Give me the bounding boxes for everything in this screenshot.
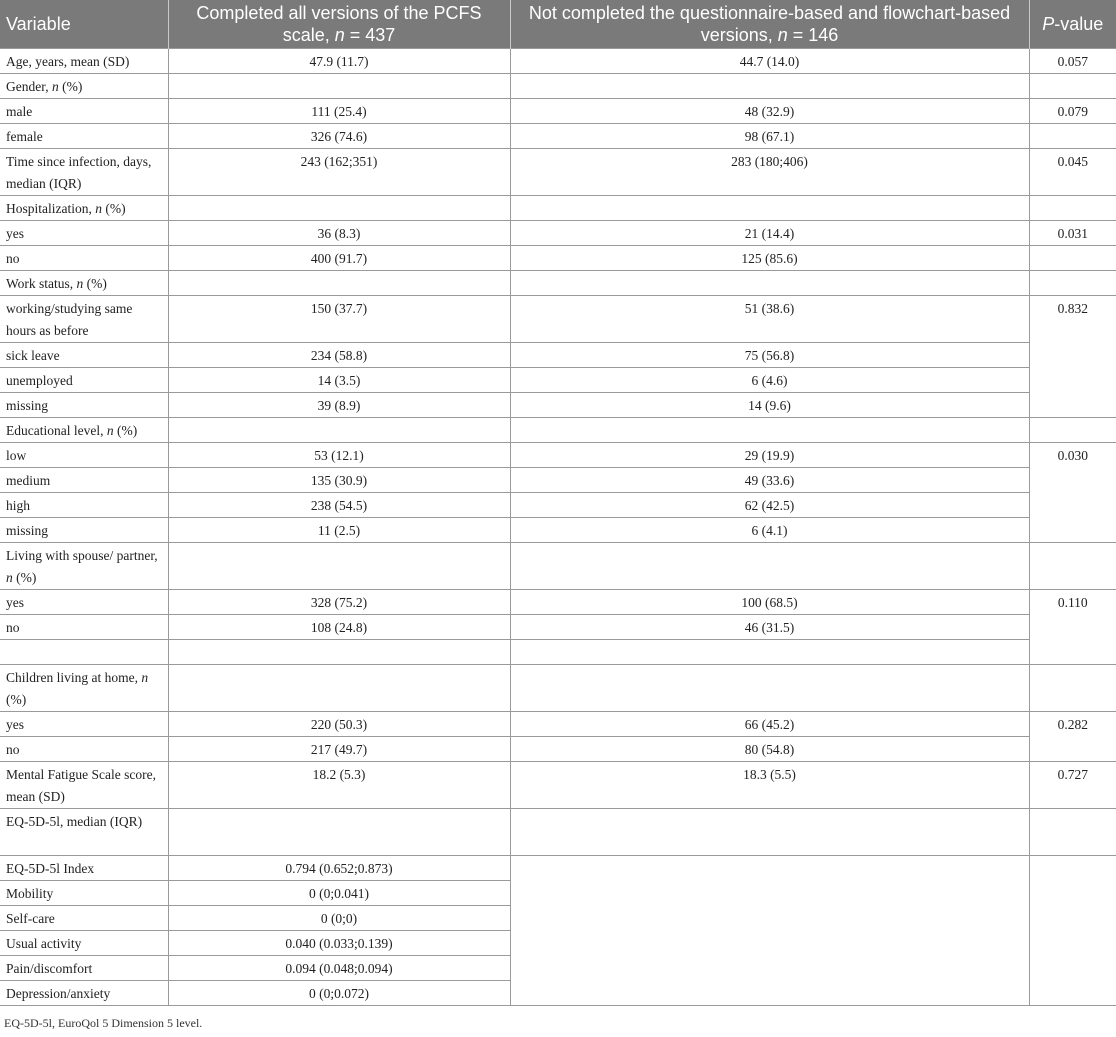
header-variable: Variable xyxy=(0,0,168,49)
table-row xyxy=(0,762,1116,809)
row-label: Time since infection, days, median (IQR) xyxy=(0,149,168,196)
table-row xyxy=(0,615,1116,640)
completed-value: 238 (54.5) xyxy=(168,493,510,518)
row-label: missing xyxy=(0,393,168,418)
empty-cell xyxy=(510,74,1029,99)
p-value: 0.282 xyxy=(1029,712,1116,762)
completed-value: 47.9 (11.7) xyxy=(168,49,510,74)
completed-value: 36 (8.3) xyxy=(168,221,510,246)
empty-cell xyxy=(1029,246,1116,271)
row-label: no xyxy=(0,246,168,271)
table-row xyxy=(0,712,1116,737)
empty-cell xyxy=(168,418,510,443)
not-completed-value: 75 (56.8) xyxy=(510,343,1029,368)
row-label: Hospitalization, n (%) xyxy=(0,196,168,221)
row-label: Mental Fatigue Scale score, mean (SD) xyxy=(0,762,168,809)
row-label: EQ-5D-5l, median (IQR) xyxy=(0,809,168,856)
completed-value: 0.094 (0.048;0.094) xyxy=(168,956,510,981)
completed-value: 0 (0;0) xyxy=(168,906,510,931)
row-label: Depression/anxiety xyxy=(0,981,168,1006)
completed-value: 150 (37.7) xyxy=(168,296,510,343)
p-value: 0.110 xyxy=(1029,590,1116,665)
row-label: male xyxy=(0,99,168,124)
completed-value: 220 (50.3) xyxy=(168,712,510,737)
table-row xyxy=(0,856,1116,881)
table-row xyxy=(0,443,1116,468)
not-completed-value: 44.7 (14.0) xyxy=(510,49,1029,74)
empty-cell xyxy=(510,271,1029,296)
empty-cell xyxy=(1029,196,1116,221)
header-row xyxy=(0,0,1116,49)
empty-cell xyxy=(1029,665,1116,712)
empty-cell xyxy=(1029,809,1116,856)
row-label: no xyxy=(0,737,168,762)
completed-value: 0.794 (0.652;0.873) xyxy=(168,856,510,881)
p-value: 0.079 xyxy=(1029,99,1116,124)
table-row xyxy=(0,149,1116,196)
header-completed: Completed all versions of the PCFS scale, n = 437 xyxy=(168,0,510,49)
row-label: Work status, n (%) xyxy=(0,271,168,296)
not-completed-value: 29 (19.9) xyxy=(510,443,1029,468)
p-value: 0.030 xyxy=(1029,443,1116,543)
empty-cell xyxy=(1029,271,1116,296)
empty-cell xyxy=(1029,124,1116,149)
table-row xyxy=(0,296,1116,343)
not-completed-value: 49 (33.6) xyxy=(510,468,1029,493)
completed-value: 328 (75.2) xyxy=(168,590,510,615)
row-label: Pain/discomfort xyxy=(0,956,168,981)
empty-cell xyxy=(510,640,1029,665)
not-completed-value: 80 (54.8) xyxy=(510,737,1029,762)
completed-value: 135 (30.9) xyxy=(168,468,510,493)
row-label: Age, years, mean (SD) xyxy=(0,49,168,74)
p-value: 0.045 xyxy=(1029,149,1116,196)
empty-cell xyxy=(510,196,1029,221)
completed-value: 326 (74.6) xyxy=(168,124,510,149)
empty-cell xyxy=(168,665,510,712)
empty-cell xyxy=(168,640,510,665)
completed-value: 108 (24.8) xyxy=(168,615,510,640)
table-row xyxy=(0,590,1116,615)
empty-cell xyxy=(510,809,1029,856)
empty-cell xyxy=(168,74,510,99)
row-label xyxy=(0,640,168,665)
completed-value: 217 (49.7) xyxy=(168,737,510,762)
row-label: working/studying same hours as before xyxy=(0,296,168,343)
not-completed-value: 125 (85.6) xyxy=(510,246,1029,271)
table-row xyxy=(0,393,1116,418)
row-label: Mobility xyxy=(0,881,168,906)
row-label: Educational level, n (%) xyxy=(0,418,168,443)
empty-cell xyxy=(168,809,510,856)
empty-cell xyxy=(510,665,1029,712)
empty-cell xyxy=(1029,856,1116,1006)
empty-cell xyxy=(168,196,510,221)
row-label: yes xyxy=(0,221,168,246)
not-completed-value: 66 (45.2) xyxy=(510,712,1029,737)
row-label: Usual activity xyxy=(0,931,168,956)
table-row xyxy=(0,196,1116,221)
not-completed-value: 18.3 (5.5) xyxy=(510,762,1029,809)
table-row xyxy=(0,271,1116,296)
completed-value: 0 (0;0.072) xyxy=(168,981,510,1006)
row-label: unemployed xyxy=(0,368,168,393)
table-row xyxy=(0,809,1116,856)
table-row xyxy=(0,74,1116,99)
table-row xyxy=(0,343,1116,368)
row-label: EQ-5D-5l Index xyxy=(0,856,168,881)
table-row xyxy=(0,99,1116,124)
row-label: low xyxy=(0,443,168,468)
not-completed-value: 62 (42.5) xyxy=(510,493,1029,518)
table-row xyxy=(0,493,1116,518)
row-label: Self-care xyxy=(0,906,168,931)
not-completed-value: 51 (38.6) xyxy=(510,296,1029,343)
not-completed-value: 283 (180;406) xyxy=(510,149,1029,196)
completed-value: 400 (91.7) xyxy=(168,246,510,271)
not-completed-value: 14 (9.6) xyxy=(510,393,1029,418)
table-row xyxy=(0,246,1116,271)
header-pvalue: P-value xyxy=(1029,0,1116,49)
not-completed-value: 21 (14.4) xyxy=(510,221,1029,246)
row-label: sick leave xyxy=(0,343,168,368)
not-completed-value: 46 (31.5) xyxy=(510,615,1029,640)
not-completed-value: 6 (4.6) xyxy=(510,368,1029,393)
empty-cell xyxy=(510,543,1029,590)
not-completed-value: 6 (4.1) xyxy=(510,518,1029,543)
completed-value: 18.2 (5.3) xyxy=(168,762,510,809)
empty-cell xyxy=(510,418,1029,443)
empty-cell xyxy=(1029,418,1116,443)
not-completed-value: 98 (67.1) xyxy=(510,124,1029,149)
table-row xyxy=(0,665,1116,712)
row-label: Living with spouse/ partner, n (%) xyxy=(0,543,168,590)
empty-cell xyxy=(168,543,510,590)
table-row xyxy=(0,543,1116,590)
row-label: high xyxy=(0,493,168,518)
empty-cell xyxy=(1029,74,1116,99)
table-row xyxy=(0,468,1116,493)
row-label: yes xyxy=(0,590,168,615)
empty-cell xyxy=(168,271,510,296)
not-completed-value: 48 (32.9) xyxy=(510,99,1029,124)
row-label: no xyxy=(0,615,168,640)
header-not-completed: Not completed the questionnaire-based and flowchart-based versions, n = 146 xyxy=(510,0,1029,49)
table-row xyxy=(0,221,1116,246)
table-row xyxy=(0,640,1116,665)
table-row xyxy=(0,124,1116,149)
empty-cell xyxy=(1029,543,1116,590)
row-label: Gender, n (%) xyxy=(0,74,168,99)
completed-value: 0 (0;0.041) xyxy=(168,881,510,906)
row-label: female xyxy=(0,124,168,149)
p-value: 0.031 xyxy=(1029,221,1116,246)
table-row xyxy=(0,368,1116,393)
not-completed-value: 100 (68.5) xyxy=(510,590,1029,615)
completed-value: 111 (25.4) xyxy=(168,99,510,124)
completed-value: 53 (12.1) xyxy=(168,443,510,468)
row-label: medium xyxy=(0,468,168,493)
row-label: missing xyxy=(0,518,168,543)
p-value: 0.727 xyxy=(1029,762,1116,809)
table-row xyxy=(0,518,1116,543)
table-footnote: EQ-5D-5l, EuroQol 5 Dimension 5 level. xyxy=(4,1016,203,1030)
row-label: Children living at home, n (%) xyxy=(0,665,168,712)
row-label: yes xyxy=(0,712,168,737)
completed-value: 234 (58.8) xyxy=(168,343,510,368)
empty-cell xyxy=(510,856,1029,1006)
table-row xyxy=(0,737,1116,762)
completed-value: 11 (2.5) xyxy=(168,518,510,543)
completed-value: 14 (3.5) xyxy=(168,368,510,393)
p-value: 0.057 xyxy=(1029,49,1116,74)
table-row xyxy=(0,49,1116,74)
p-value: 0.832 xyxy=(1029,296,1116,418)
completed-value: 0.040 (0.033;0.139) xyxy=(168,931,510,956)
table-row xyxy=(0,418,1116,443)
completed-value: 39 (8.9) xyxy=(168,393,510,418)
completed-value: 243 (162;351) xyxy=(168,149,510,196)
